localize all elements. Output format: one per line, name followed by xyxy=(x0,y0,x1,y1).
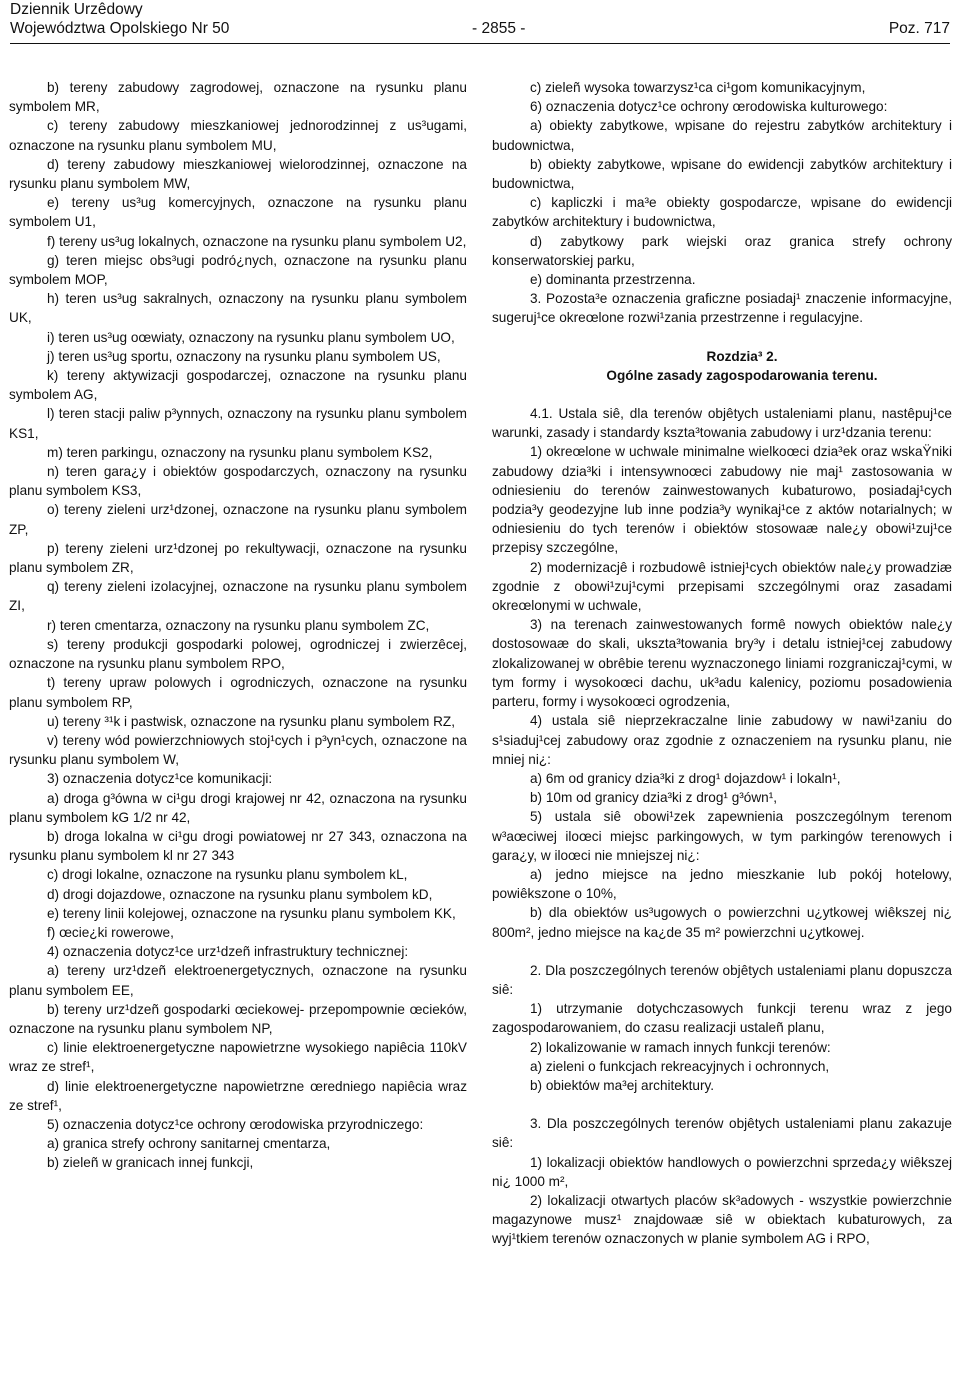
page-number: - 2855 - xyxy=(472,20,526,37)
paragraph: a) 6m od granicy dzia³ki z drog¹ dojazdow¹ i lokaln¹, xyxy=(530,770,841,786)
paragraph: b) 10m od granicy dzia³ki z drog¹ g³ówn¹, xyxy=(530,790,778,806)
paragraph: a) zieleni o funkcjach rekreacyjnych i ochronnych, xyxy=(530,1058,830,1074)
paragraph: u) tereny ³¹k i pastwisk, oznaczone na rysunku planu symbolem RZ, xyxy=(47,713,455,729)
paragraph: g) teren miejsc obs³ugi podró¿nych, oznaczone na rysunku planu symbolem MOP, xyxy=(9,252,467,288)
chapter-title: Ogólne zasady zagospodarowania terenu. xyxy=(606,367,878,383)
position-number: Poz. 717 xyxy=(888,20,950,37)
paragraph: c) linie elektroenergetyczne napowietrzne wysokiego napiêcia 110kV wraz ze stref¹, xyxy=(9,1040,467,1075)
right-block-1 xyxy=(492,78,952,328)
paragraph: 2) modernizacjê i rozbudowê istniej¹cych obiektów nale¿y prowadziæ zgodnie z obowi¹zuj¹cymi przepisami szczególnymi oraz zasadami okreœlonymi w uchwale, xyxy=(492,559,952,614)
paragraph: a) granica strefy ochrony sanitarnej cmentarza, xyxy=(47,1136,331,1152)
paragraph: 1) okreœlone w uchwale minimalne wielkoœci dzia³ek oraz wskaŸniki zabudowy dzia³ki i intensywnoœci zabudowy nie maj¹ zastosowania w odniesieniu do terenów zainwestowanych kubaturowo, posiadaj¹cych podzia³y geodezyjne lub inne podzia³y wynikaj¹ce z aktów notarialnych; w odniesieniu do tych terenów i obiektów stosowaæ nale¿y obowi¹zuj¹ce przepisy szczególne, xyxy=(492,444,952,556)
paragraph: 3) oznaczenia dotycz¹ce komunikacji: xyxy=(47,771,273,787)
paragraph: 5) ustala siê obowi¹zek zapewnienia poszczególnym terenom w³aœciwej iloœci miejsc parkingowych, w tym parkingów terenowych i gara¿y, w iloœci nie mniejszej ni¿: xyxy=(492,809,952,863)
paragraph: b) obiekty zabytkowe, wpisane do ewidencji zabytków architektury i budownictwa, xyxy=(492,156,952,192)
spacer xyxy=(492,942,952,961)
paragraph: e) tereny linii kolejowej, oznaczone na rysunku planu symbolem KK, xyxy=(47,905,456,921)
paragraph: e) tereny us³ug komercyjnych, oznaczone na rysunku planu symbolem U1, xyxy=(9,195,467,230)
paragraph: c) kapliczki i ma³e obiekty gospodarcze, wpisane do ewidencji zabytków architektury i budownictwa, xyxy=(492,195,952,230)
paragraph: d) drogi dojazdowe, oznaczone na rysunku planu symbolem kD, xyxy=(47,886,433,902)
paragraph: b) droga lokalna w ci¹gu drogi powiatowej nr 27 343, oznaczona na rysunku planu symbolem kl nr 27 343 xyxy=(9,828,467,864)
paragraph: 1) lokalizacji obiektów handlowych o powierzchni sprzeda¿y wiêkszej ni¿ 1000 m², xyxy=(492,1154,952,1189)
right-block-2 xyxy=(492,404,952,942)
paragraph: b) tereny urz¹dzeñ gospodarki œciekowej- przepompownie œcieków, oznaczone na rysunku planu symbolem NP, xyxy=(9,1001,467,1036)
paragraph: q) tereny zieleni izolacyjnej, oznaczone na rysunku planu symbolem ZI, xyxy=(9,579,467,614)
paragraph: a) tereny urz¹dzeñ elektroenergetycznych, oznaczone na rysunku planu symbolem EE, xyxy=(9,963,467,998)
paragraph: a) jedno miejsce na jedno mieszkanie lub pokój hotelowy, powiêkszone o 10%, xyxy=(492,866,952,902)
paragraph: 2) lokalizowanie w ramach innych funkcji terenów: xyxy=(530,1039,831,1055)
journal-title xyxy=(10,0,229,38)
paragraph: a) droga g³ówna w ci¹gu drogi krajowej nr 42, oznaczona na rysunku planu symbolem kG 1/2 nr 42, xyxy=(9,790,467,825)
paragraph: 6) oznaczenia dotycz¹ce ochrony œrodowiska kulturowego: xyxy=(530,99,888,115)
spacer xyxy=(492,328,952,347)
paragraph: m) teren parkingu, oznaczony na rysunku planu symbolem KS2, xyxy=(47,444,433,460)
paragraph: v) tereny wód powierzchniowych stoj¹cych i p³yn¹cych, oznaczone na rysunku planu symbolem W, xyxy=(9,732,467,768)
paragraph: n) teren gara¿y i obiektów gospodarczych, oznaczony na rysunku planu symbolem KS3, xyxy=(9,464,467,499)
paragraph: f) œcie¿ki rowerowe, xyxy=(47,924,174,940)
paragraph: k) tereny aktywizacji gospodarczej, oznaczone na rysunku planu symbolem AG, xyxy=(9,368,467,403)
paragraph: b) dla obiektów us³ugowych o powierzchni u¿ytkowej wiêkszej ni¿ 800m², jedno miejsce na ka¿de 35 m² powierzchni u¿ytkowej. xyxy=(492,905,952,940)
paragraph: b) obiektów ma³ej architektury. xyxy=(530,1077,715,1093)
journal-line-1: Dziennik Urzêdowy xyxy=(10,1,143,18)
paragraph: f) tereny us³ug lokalnych, oznaczone na rysunku planu symbolem U2, xyxy=(47,233,467,249)
paragraph: c) tereny zabudowy mieszkaniowej jednorodzinnej z us³ugami, oznaczone na rysunku planu symbolem MU, xyxy=(9,118,467,153)
paragraph: b) tereny zabudowy zagrodowej, oznaczone na rysunku planu symbolem MR, xyxy=(9,80,467,115)
paragraph: o) tereny zieleni urz¹dzonej, oznaczone na rysunku planu symbolem ZP, xyxy=(9,502,467,537)
paragraph: r) teren cmentarza, oznaczony na rysunku planu symbolem ZC, xyxy=(47,617,430,633)
paragraph: l) teren stacji paliw p³ynnych, oznaczony na rysunku planu symbolem KS1, xyxy=(9,406,467,441)
paragraph: c) drogi lokalne, oznaczone na rysunku planu symbolem kL, xyxy=(47,867,408,883)
chapter-number: Rozdzia³ 2. xyxy=(706,348,778,364)
paragraph: 3. Dla poszczególnych terenów objêtych ustaleniami planu zakazuje siê: xyxy=(492,1116,952,1151)
paragraph: p) tereny zieleni urz¹dzonej po rekultywacji, oznaczone na rysunku planu symbolem ZR, xyxy=(9,540,467,576)
paragraph: 4) ustala siê nieprzekraczalne linie zabudowy w nawi¹zaniu do s¹siaduj¹cej zabudowy oraz zgodnie z oznaczeniem na rysunku planu, nie mniej ni¿: xyxy=(492,713,952,767)
paragraph: 2. Dla poszczególnych terenów objêtych ustaleniami planu dopuszcza siê: xyxy=(492,962,952,997)
paragraph: b) zieleñ w granicach innej funkcji, xyxy=(47,1155,254,1171)
paragraph: 5) oznaczenia dotycz¹ce ochrony œrodowiska przyrodniczego: xyxy=(47,1116,424,1132)
paragraph: d) tereny zabudowy mieszkaniowej wielorodzinnej, oznaczone na rysunku planu symbolem MW, xyxy=(9,156,467,192)
right-column xyxy=(492,78,952,1249)
paragraph: d) zabytkowy park wiejski oraz granica strefy ochrony konserwatorskiej parku, xyxy=(492,233,952,268)
paragraph: d) linie elektroenergetyczne napowietrzne œredniego napiêcia wraz ze stref¹, xyxy=(9,1078,467,1113)
journal-line-2: Województwa Opolskiego Nr 50 xyxy=(10,20,230,37)
spacer xyxy=(492,1095,952,1114)
paragraph: t) tereny upraw polowych i ogrodniczych, oznaczone na rysunku planu symbolem RP, xyxy=(9,675,467,710)
paragraph: 2) lokalizacji otwartych placów sk³adowych - wszystkie powierzchnie magazynowe musz¹ znajdowaæ siê w obiektach kubaturowych, za wyj¹tkiem terenów oznaczonych w planie symbolem AG i RPO, xyxy=(492,1192,952,1247)
right-block-3 xyxy=(492,961,952,1095)
paragraph: c) zieleñ wysoka towarzysz¹ca ci¹gom komunikacyjnym, xyxy=(530,80,866,95)
page-header xyxy=(10,0,950,46)
left-column xyxy=(9,78,467,1173)
paragraph: j) teren us³ug sportu, oznaczony na rysunku planu symbolem US, xyxy=(47,348,441,364)
paragraph: h) teren us³ug sakralnych, oznaczony na rysunku planu symbolem UK, xyxy=(9,291,467,326)
paragraph: 1) utrzymanie dotychczasowych funkcji terenu wraz z jego zagospodarowaniem, do czasu realizacji ustaleñ planu, xyxy=(492,1001,952,1036)
header-rule xyxy=(10,43,950,44)
paragraph: 4.1. Ustala siê, dla terenów objêtych ustaleniami planu, nastêpuj¹ce warunki, zasady i standardy kszta³towania zabudowy i urz¹dzania terenu: xyxy=(492,406,952,441)
paragraph: 3) na terenach zainwestowanych formê nowych obiektów nale¿y dostosowaæ do skali, ukszta³towania bry³y i detalu istniej¹cej zabudowy zlokalizowanej w obrêbie terenu wyznaczonego liniami rozgraniczaj¹cymi, w tym formy i wysokoœci dachu, uk³adu kalenicy, poziomu posadowienia parteru, formy i wysokoœci ogrodzenia, xyxy=(492,617,952,710)
paragraph: s) tereny produkcji gospodarki polowej, ogrodniczej i zwierzêcej, oznaczone na rysunku planu symbolem RPO, xyxy=(9,636,467,672)
paragraph: 3. Pozosta³e oznaczenia graficzne posiadaj¹ znaczenie informacyjne, sugeruj¹ce okreœlone rozwi¹zania przestrzenne i regulacyjne. xyxy=(492,291,952,326)
paragraph: e) dominanta przestrzenna. xyxy=(530,272,696,288)
paragraph: i) teren us³ug oœwiaty, oznaczony na rysunku planu symbolem UO, xyxy=(47,329,455,345)
right-block-4 xyxy=(492,1114,952,1248)
paragraph: a) obiekty zabytkowe, wpisane do rejestru zabytków architektury i budownictwa, xyxy=(492,118,952,153)
spacer xyxy=(492,385,952,404)
paragraph: 4) oznaczenia dotycz¹ce urz¹dzeñ infrastruktury technicznej: xyxy=(47,944,409,960)
